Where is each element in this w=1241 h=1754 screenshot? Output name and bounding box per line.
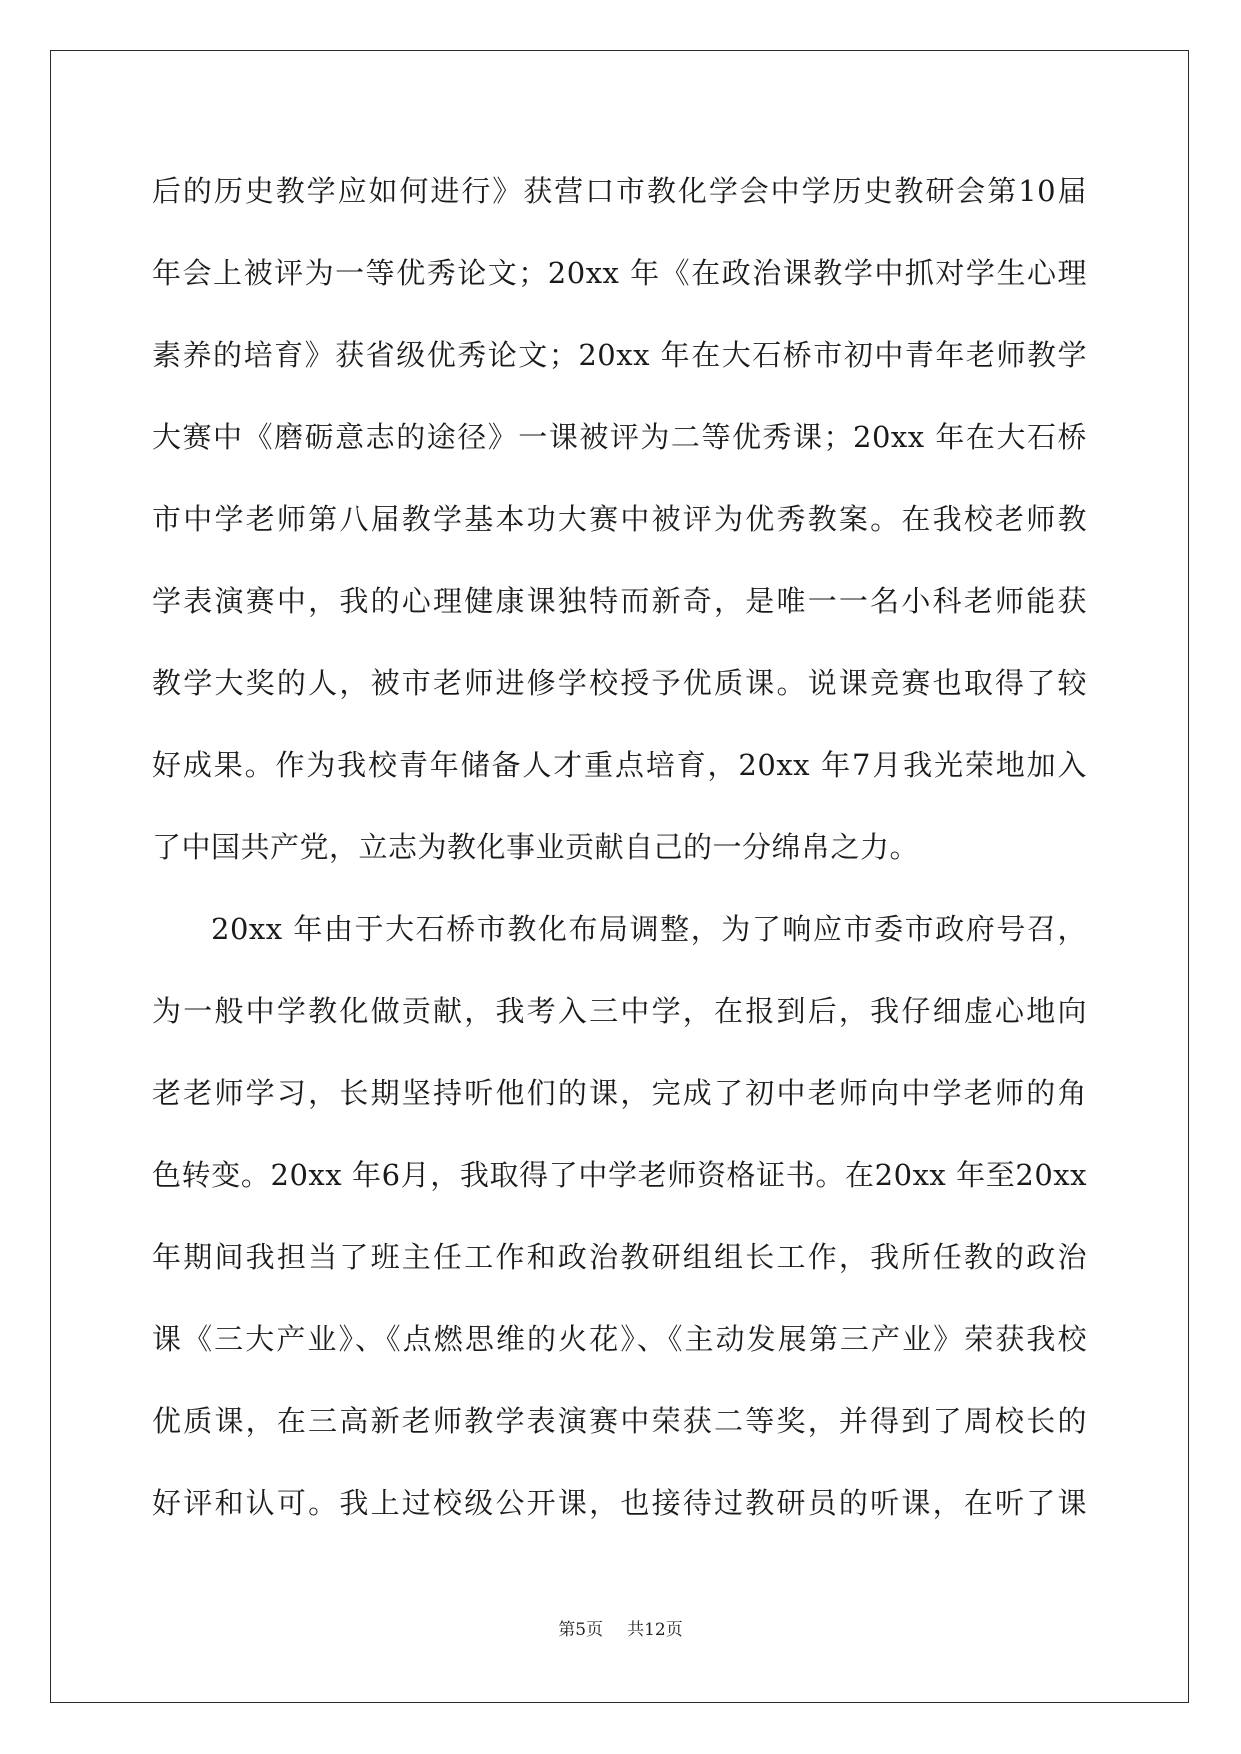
text-line-6: 学表演赛中，我的心理健康课独特而新奇，是唯一一名小科老师能获 [152, 584, 1087, 618]
document-body [152, 160, 1087, 1554]
text-line-10: 20xx 年由于大石桥市教化布局调整，为了响应市委市政府号召， [211, 912, 1087, 946]
text-line-17: 好评和认可。我上过校级公开课，也接待过教研员的听课，在听了课 [152, 1486, 1087, 1520]
text-line-4: 大赛中《磨砺意志的途径》一课被评为二等优秀课；20xx 年在大石桥 [152, 420, 1087, 454]
page-total: 共12页 [627, 1620, 683, 1640]
text-line-11: 为一般中学教化做贡献，我考入三中学，在报到后，我仔细虚心地向 [152, 994, 1087, 1028]
text-line-14: 年期间我担当了班主任工作和政治教研组组长工作，我所任教的政治 [152, 1240, 1087, 1274]
text-line-3: 素养的培育》获省级优秀论文；20xx 年在大石桥市初中青年老师教学 [152, 338, 1087, 372]
text-line-13: 色转变。20xx 年6月，我取得了中学老师资格证书。在20xx 年至20xx [152, 1158, 1087, 1192]
text-line-8: 好成果。作为我校青年储备人才重点培育，20xx 年7月我光荣地加入 [152, 748, 1087, 782]
text-line-2: 年会上被评为一等优秀论文；20xx 年《在政治课教学中抓对学生心理 [152, 256, 1087, 290]
page-number: 第5页 [558, 1620, 604, 1640]
text-line-15: 课《三大产业》、《点燃思维的火花》、《主动发展第三产业》荣获我校 [152, 1322, 1087, 1356]
text-line-16: 优质课，在三高新老师教学表演赛中荣获二等奖，并得到了周校长的 [152, 1404, 1087, 1438]
text-line-12: 老老师学习，长期坚持听他们的课，完成了初中老师向中学老师的角 [152, 1076, 1087, 1110]
text-line-7: 教学大奖的人，被市老师进修学校授予优质课。说课竞赛也取得了较 [152, 666, 1087, 700]
text-line-1: 后的历史教学应如何进行》获营口市教化学会中学历史教研会第10届 [152, 174, 1087, 208]
text-line-5: 市中学老师第八届教学基本功大赛中被评为优秀教案。在我校老师教 [152, 502, 1087, 536]
page-footer [0, 1618, 1241, 1642]
text-line-9: 了中国共产党，立志为教化事业贡献自己的一分绵帛之力。 [152, 830, 920, 864]
